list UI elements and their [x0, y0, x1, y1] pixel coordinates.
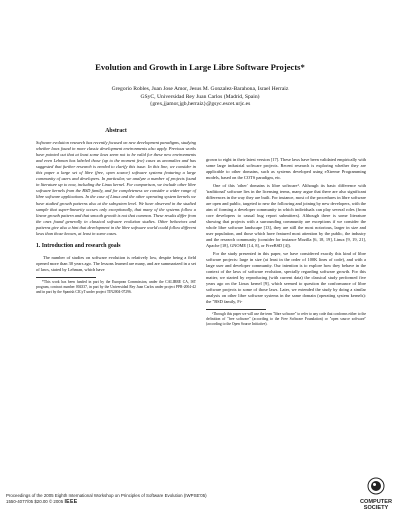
footnote-libre-software: ¹Through this paper we will use the term "libre software" to refer to any code that conforms either to the definition of "free software" (according to the Free Software Foundation) or "open source software" (according to the Open Source Initiative).: [206, 312, 366, 326]
right-column: [206, 157, 366, 328]
author-affiliation: GSyC, Universidad Rey Juan Carlos (Madrid, Spain): [140, 93, 260, 100]
paper-title: Evolution and Growth in Large Libre Software Projects*: [95, 62, 305, 72]
body-paragraph: grown to eight in their latest version [17]. These laws have been validated empirically with some large industrial software projects. Recent research is exploring whether they are applicable to other domains, such as systems developed using eXtreme Programming models, based on the COTS paradigm, etc.: [206, 157, 366, 181]
author-emails: {grex,jjamor,jgb,herraiz}@gsyc.escet.urjc.es: [149, 101, 251, 108]
footnote-funding: *This work has been funded in part by the European Commission, under the CALIBRE CA, IST program, contract number 004337, in part by the Universidad Rey Juan Carlos under project PPR-2004-42 and in part by the Spanish CICyT under project TIN2004-07296.: [36, 279, 196, 294]
computer-society-logo: [356, 476, 396, 514]
logo-text-society: SOCIETY: [363, 505, 389, 511]
copyright-text: 1550-4077/05 $20.00 © 2005: [6, 499, 64, 505]
proceedings-line: Proceedings of the 2005 Eighth International Workshop on Principles of Software Evolution (IWPSE'05): [6, 493, 207, 498]
author-block: [0, 86, 400, 109]
author-names: Gregorio Robles, Juan Jose Amor, Jesus M. Gonzalez-Barahona, Israel Herraiz: [111, 86, 289, 92]
left-column: [36, 128, 196, 296]
footnote-divider: [206, 309, 266, 310]
logo-text-computer: COMPUTER: [359, 499, 393, 505]
proceedings-footer: [6, 493, 207, 505]
copyright-line: [6, 499, 207, 505]
footnote-left: [36, 280, 196, 295]
body-paragraph: One of this 'other' domains is libre software¹. Although its basic difference with 'traditional' software lies in the licensing terms, many argue that there are also significant differences in the way they are built. For instance, most of the procedures in libre software are open and public, targeted to new the following and joining by new developers, with the aim of forming a developer community in which individuals can play several roles (from core developers to casual bug report submitters). Although there is some literature showing that projects with a surrounding community are exceptions if we consider the whole libre software landscape [13], they are still the most notorious, larger in size and user population, and those which have featured most attention by the public, the industry and the research community (consider for instance Mozilla [6, 18, 19], Linux [9, 19, 21], Apache [18], GNOME [14, 8], or FreeBSD [4]).: [206, 182, 366, 249]
abstract-heading: Abstract: [105, 128, 127, 134]
body-paragraph: For the study presented in this paper, we have considered exactly this kind of libre software projects: large in size (at least in the order of 100K lines of code), and with a large user and developer community. Our intention is to explore how they behave in the context of the laws of software evolution, specially regarding software growth. For this matter, we started by reproducing (with current data) the classical study performed five years ago on the Linux kernel [9], which seemed to question the conformance of libre software projects to some of those laws. Later, we extended the study by doing a similar analysis on other libre software systems in the same domain (operating system kernels): the "BSD family, Fi-: [206, 250, 366, 305]
abstract-text: Software evolution research has recently focused on new development paradigms, studying whether laws found in more classic development environments also apply. Previous works have pointed out that at least some laws seem not to be valid for these new environments and even Lehman has labeled those (up to the moment few) cases as anomalies and has suggested that further research is needed to clarify this issue. In this line, we consider in this paper a large set of libre (free, open source) software systems featuring a large community of users and developers. In particular, we analyze a number of projects found in literature up to now, including the Linux kernel. For comparison, we include other libre software kernels from the BSD family, and for completeness we consider a wider range of libre software applications. In the case of Linux and the other operating system kernels we have studied growth patterns also at the subsystem level. We have observed in the studied sample that super-linearity occurs only exceptionally, that many of the systems follow a linear growth pattern and that smooth growth is not that common. These results differ from the ones found generally in classical software evolution studies. Other behaviors and patterns give also a hint that development in the libre software world could follow different laws than those known, at least in some cases.: [36, 140, 196, 236]
footnote-right: [206, 312, 366, 327]
intro-heading: 1. Introduction and research goals: [36, 242, 121, 249]
intro-text: The number of studies on software evolution is relatively low, despite being a field opened more than 30 years ago. The lessons learned are many, and are summarized in a set of laws, stated by Lehman, which have: [36, 254, 196, 272]
computer-society-logo-icon: [356, 476, 396, 514]
ieee-mark: IEEE: [64, 499, 78, 506]
footnote-divider: [36, 277, 96, 278]
